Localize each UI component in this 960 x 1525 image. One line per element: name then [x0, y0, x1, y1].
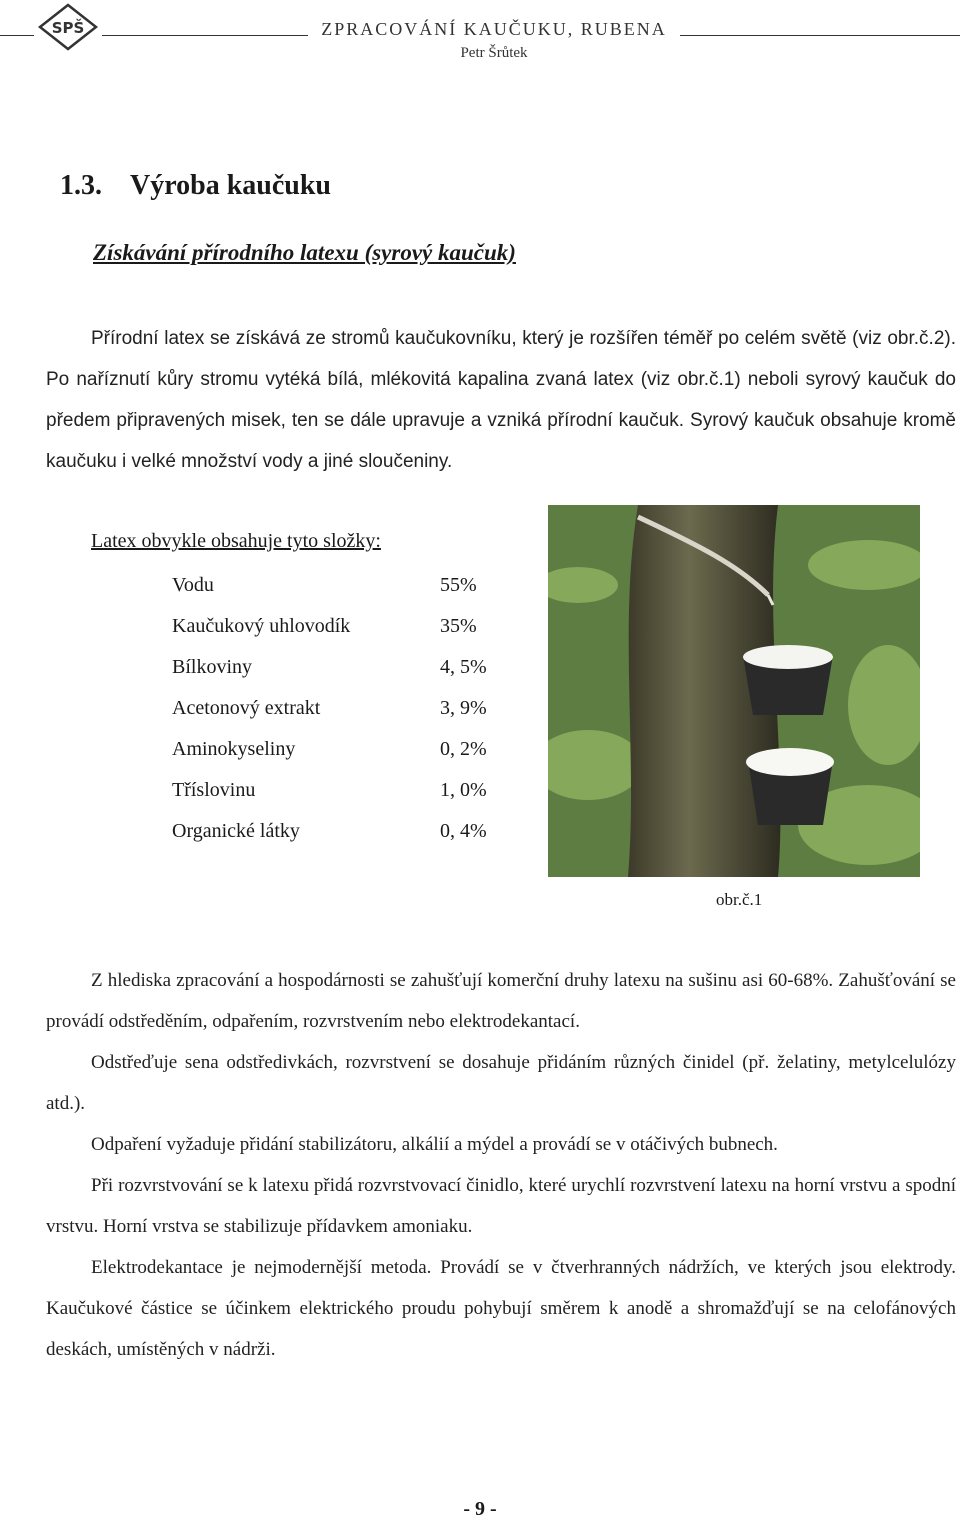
sps-logo-icon — [36, 2, 100, 52]
header-rule-middle — [102, 35, 308, 36]
component-value: 0, 2% — [440, 738, 487, 760]
components-list — [172, 565, 532, 852]
body-text — [46, 960, 956, 1370]
component-value: 55% — [440, 574, 477, 596]
component-name: Kaučukový uhlovodík — [172, 615, 351, 637]
header-author: Petr Šrůtek — [460, 45, 528, 61]
paragraph-3: Odpaření vyžaduje přidání stabilizátoru, alkálií a mýdel a provádí se v otáčivých bubnech. — [91, 1134, 778, 1155]
section-heading — [60, 170, 331, 202]
header-rule-right — [680, 35, 960, 36]
component-name: Organické látky — [172, 820, 300, 842]
header-rule-left — [0, 35, 34, 36]
rubber-tree-photo — [548, 505, 920, 877]
component-name: Bílkoviny — [172, 656, 253, 678]
paragraph-2: Odstřeďuje sena odstředivkách, rozvrstvení se dosahuje přidáním různých činidel (př. želatiny, metylcelulózy atd.). — [46, 1052, 956, 1114]
section-title: Výroba kaučuku — [130, 170, 332, 201]
paragraph-4: Při rozvrstvování se k latexu přidá rozvrstvovací činidlo, které urychlí rozvrstvení latexu na horní vrstvu a spodní vrstvu. Horní vrstva se stabilizuje přídavkem amoniaku. — [46, 1175, 956, 1237]
svg-text:SPŠ: SPŠ — [51, 19, 85, 37]
component-row — [172, 688, 532, 729]
component-value: 0, 4% — [440, 820, 487, 842]
header-title: ZPRACOVÁNÍ KAUČUKU, RUBENA — [321, 19, 667, 39]
intro-paragraph: Přírodní latex se získává ze stromů kaučukovníku, který je rozšířen téměř po celém světě (viz obr.č.2). Po naříznutí kůry stromu vytéká bílá, mlékovitá kapalina zvaná latex (viz obr.č.1) neboli syrový kaučuk do předem připravených misek, ten se dále upravuje a vzniká přírodní kaučuk. Syrový kaučuk obsahuje kromě kaučuku i velké množství vody a jiné sloučeniny. — [46, 328, 956, 472]
paragraph-1: Z hlediska zpracování a hospodárnosti se zahušťují komerční druhy latexu na sušinu asi 60-68%. Zahušťování se provádí odstředěním, odpařením, rozvrstvením nebo elektrodekantací. — [46, 970, 956, 1032]
section-subtitle: Získávání přírodního latexu (syrový kaučuk) — [93, 240, 516, 265]
component-name: Tříslovinu — [172, 779, 256, 801]
components-title: Latex obvykle obsahuje tyto složky: — [91, 530, 381, 552]
page-header — [0, 0, 960, 80]
latex-cup-upper — [743, 645, 833, 715]
component-row — [172, 811, 532, 852]
page-number: - 9 - — [463, 1498, 497, 1520]
paragraph-5: Elektrodekantace je nejmodernější metoda. Provádí se v čtverhranných nádržích, ve kterých jsou elektrody. Kaučukové částice se účinkem elektrického proudu pohybují směrem k anodě a shromažďují se na celofánových deskách, umístěných v nádrži. — [46, 1257, 956, 1360]
section-number: 1.3. — [60, 170, 102, 201]
component-name: Acetonový extrakt — [172, 697, 321, 719]
component-value: 1, 0% — [440, 779, 487, 801]
component-row — [172, 647, 532, 688]
component-name: Aminokyseliny — [172, 738, 296, 760]
component-row — [172, 565, 532, 606]
figure-caption: obr.č.1 — [716, 890, 763, 909]
component-value: 4, 5% — [440, 656, 487, 678]
latex-cup-lower — [746, 748, 834, 825]
component-row — [172, 729, 532, 770]
component-value: 35% — [440, 615, 477, 637]
component-row — [172, 770, 532, 811]
component-value: 3, 9% — [440, 697, 487, 719]
component-row — [172, 606, 532, 647]
component-name: Vodu — [172, 574, 214, 596]
